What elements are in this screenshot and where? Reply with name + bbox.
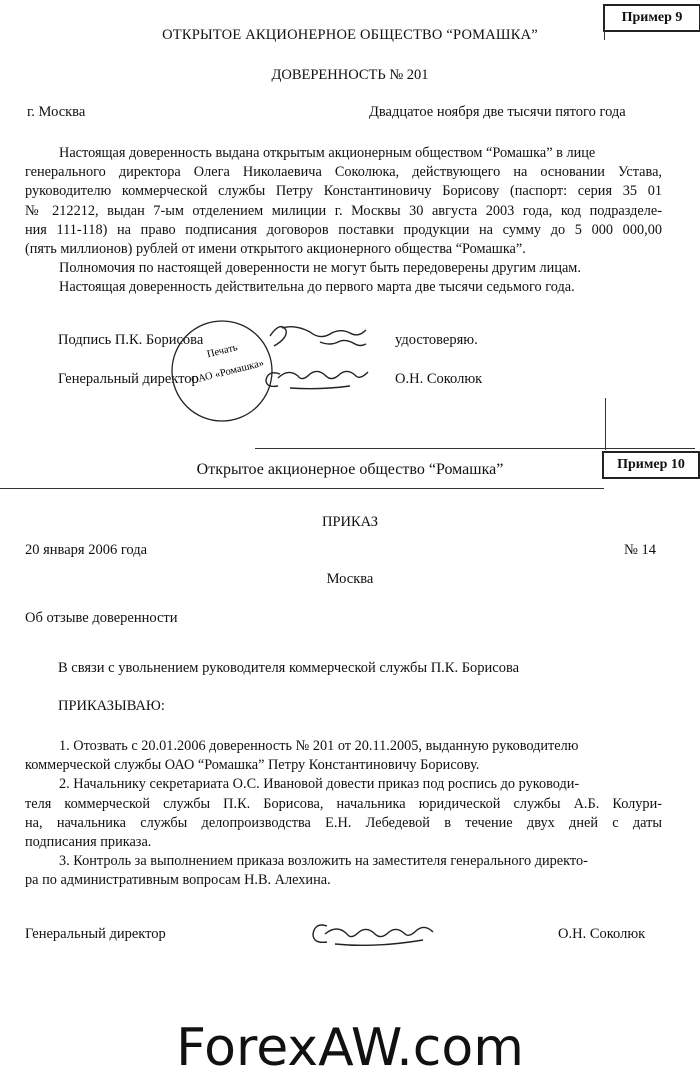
issue-date: Двадцатое ноября две тысячи пятого года [369,104,626,120]
director-label: Генеральный директор [58,371,199,387]
power-of-attorney-title: ДОВЕРЕННОСТЬ № 201 [271,67,429,83]
signature-label: Подпись П.К. Борисова [58,332,204,348]
stamp-text-1: Печать [205,342,239,361]
stamp-text-2: ОАО «Ромашка» [190,357,266,387]
item-3-line: 3. Контроль за выполнением приказа возложить на заместителя генерального директо- [59,853,588,870]
body-line: Настоящая доверенность выдана открытым акционерным обществом “Ромашка” в лице [59,145,596,161]
item-1-line: коммерческой службы ОАО “Ромашка” Петру Константиновичу Борисову. [25,757,480,774]
item-2-line: подписания приказа. [25,834,152,851]
body-line: руководителю коммерческой службы Петру Константиновичу Борисову (паспорт: серия 35 01 [25,183,662,200]
order-city: Москва [326,571,374,587]
item-1-line: 1. Отозвать с 20.01.2006 доверенность № 201 от 20.11.2005, выданную руководителю [59,738,579,754]
director-name: О.Н. Соколюк [395,371,483,387]
body-line: № 212212, выдан 7-ым отделением милиции г. Москвы 30 августа 2003 года, код подразделе- [25,202,662,219]
watermark: ForexAW.com [176,1018,524,1078]
separator-line-2 [0,488,604,489]
item-2-line: на, начальника службы делопроизводства Е.Н. Лебедевой в течение двух дней с даты [25,814,662,831]
borisov-signature [270,327,366,346]
item-2-line: теля коммерческой службы П.К. Борисова, начальника юридической службы А.Б. Колури- [25,795,662,812]
body-line: ния 111-118) на право подписания договоров поставки продукции на сумму до 5 000 000,00 [25,221,662,238]
company-name: Открытое акционерное общество “Ромашка” [196,461,504,478]
certify-text: удостоверяю. [395,332,478,348]
body-line: генерального директора Олега Николаевича Соколюка, действующего на основании Устава, [25,164,662,181]
order-signature [305,912,445,952]
order-reason: В связи с увольнением руководителя коммерческой службы П.К. Борисова [58,660,520,676]
attorney-body [25,144,662,298]
body-line: Полномочия по настоящей доверенности не могут быть передоверены другим лицам. [59,260,581,277]
body-line: Настоящая доверенность действительна до первого марта две тысячи седьмого года. [59,279,575,296]
item-2-line: 2. Начальнику секретариата О.С. Ивановой довести приказ под роспись до руководи- [59,776,580,793]
company-title: ОТКРЫТОЕ АКЦИОНЕРНОЕ ОБЩЕСТВО “РОМАШКА” [162,27,538,43]
order-director-name: О.Н. Соколюк [558,926,646,942]
separator-line-1 [255,448,695,449]
order-director-label: Генеральный директор [25,926,166,942]
order-subject: Об отзыве доверенности [25,610,178,626]
stamp-and-signatures [170,316,390,426]
separator-vline [605,398,606,450]
order-date: 20 января 2006 года [25,542,148,558]
body-line: (пять миллионов) рублей от имени открытого акционерного общества “Ромашка”. [25,241,526,258]
item-3-line: ра по административным вопросам Н.В. Алехина. [25,872,331,889]
order-title: ПРИКАЗ [321,514,379,530]
order-number: № 14 [624,542,656,558]
sokolyuk-signature [266,371,368,388]
order-items [25,737,662,891]
order-word: ПРИКАЗЫВАЮ: [58,698,165,714]
city: г. Москва [27,104,86,120]
example-9-badge: Пример 9 [603,4,700,32]
example-10-badge: Пример 10 [602,451,700,479]
